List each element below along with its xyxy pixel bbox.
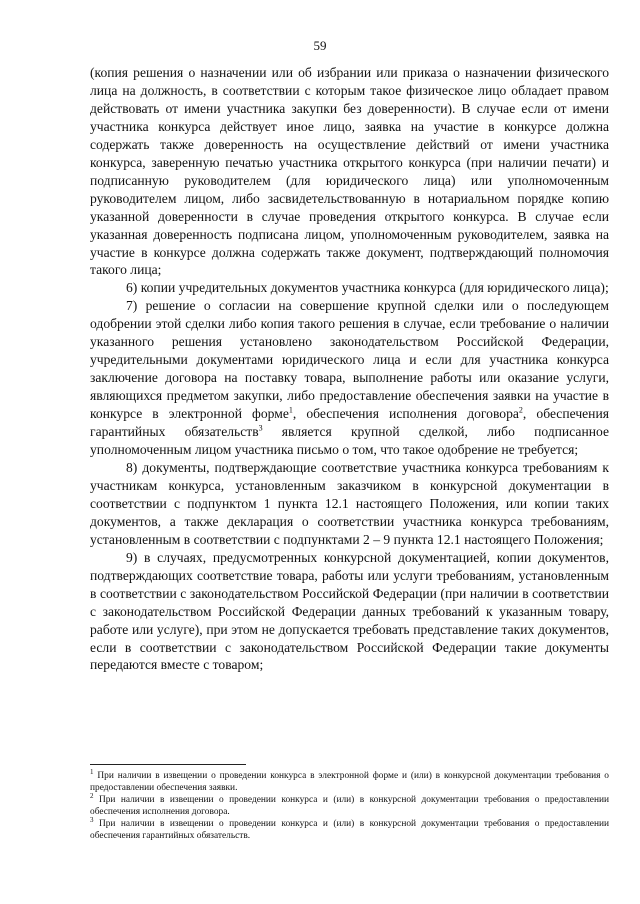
footnotes (90, 767, 609, 843)
paragraph-document-continuation: (копия решения о назначении или об избрании или приказа о назначении физического лица на должность, в соответствии с которым такое физическое лицо обладает правом действовать от имени участника закупки без доверенности). В случае если от имени участника конкурса действует иное лицо, заявка на участие в конкурсе должна содержать также доверенность на осуществление действий от имени участника конкурса, заверенную печатью участника открытого конкурса (при наличии печати) и подписанную руководителем (для юридического лица) или уполномоченным руководителем лицом, либо засвидетельствованную в нотариальном порядке копию указанной доверенности в случае проведения открытого конкурса. В случае если указанная доверенность подписана лицом, уполномоченным руководителем, заявка на участие в конкурсе должна содержать также документ, подтверждающий полномочия такого лица; (90, 65, 609, 278)
footnote-3-number: 3 (90, 816, 94, 825)
footnote-ref-3: 3 (258, 423, 263, 433)
footnote-3-text: При наличии в извещении о проведении конкурса и (или) в конкурсной документации требования о предоставлении обеспечения гарантийных обязательств. (90, 819, 609, 842)
paragraph-item-7 (90, 297, 609, 459)
item-7-text-part-3: , обеспечения гарантийных обязательств (90, 406, 609, 440)
footnote-ref-2: 2 (518, 405, 523, 415)
item-7-text-part-4: является крупной сделкой, либо подписанное уполномоченным лицом участника письмо о том, что такое одобрение не требуется; (90, 424, 609, 458)
paragraph-item-6: 6) копии учредительных документов участника конкурса (для юридического лица); (126, 280, 609, 296)
paragraph-item-9: 9) в случаях, предусмотренных конкурсной документацией, копии документов, подтверждающих соответствие товара, работы или услуги требованиям, установленным в соответствии с законодательством Российской Федерации (при наличии в соответствии с законодательством Российской Федерации данных требований к указанным товару, работе или услуге), при этом не допускается требовать представление таких документов, если в соответствии с законодательством Российской Федерации такие документы передаются вместе с товаром; (90, 549, 609, 673)
footnote-ref-1: 1 (288, 405, 293, 415)
footnote-2 (90, 794, 609, 818)
item-7-text-part-2: , обеспечения исполнения договора (292, 406, 519, 422)
footnote-1-number: 1 (90, 767, 94, 776)
paragraph-item-8: 8) документы, подтверждающие соответствие участника конкурса требованиям к участникам конкурса, установленным заказчиком в конкурсной документации в соответствии с подпунктом 1 пункта 12.1 настоящего Положения, или копии таких документов, а также декларация о соответствии участника конкурса требованиям, установленным в соответствии с подпунктами 2 – 9 пункта 12.1 настоящего Положения; (90, 459, 609, 547)
item-7-text-part-1: 7) решение о согласии на совершение крупной сделки или о последующем одобрении этой сделки либо копия такого решения в случае, если требование о наличии указанного решения установлено законодательством Российской Федерации, учредительными документами юридического лица и если для участника конкурса заключение договора на поставку товара, выполнение работы или оказание услуги, являющихся предметом закупки, либо предоставление обеспечения заявки на участие в конкурсе в электронной форме (90, 298, 609, 422)
footnote-1 (90, 767, 609, 794)
footnote-separator (90, 764, 246, 765)
page-number: 59 (313, 38, 327, 53)
footnote-2-text: При наличии в извещении о проведении конкурса и (или) в конкурсной документации требования о предоставлении обеспечения исполнения договора. (90, 795, 609, 818)
footnote-3 (90, 818, 609, 842)
main-text (90, 64, 609, 674)
footnote-1-text: При наличии в извещении о проведении конкурса в электронной форме и (или) в конкурсной документации требования о предоставлении обеспечения заявки. (90, 771, 609, 794)
footnote-2-number: 2 (90, 792, 94, 801)
